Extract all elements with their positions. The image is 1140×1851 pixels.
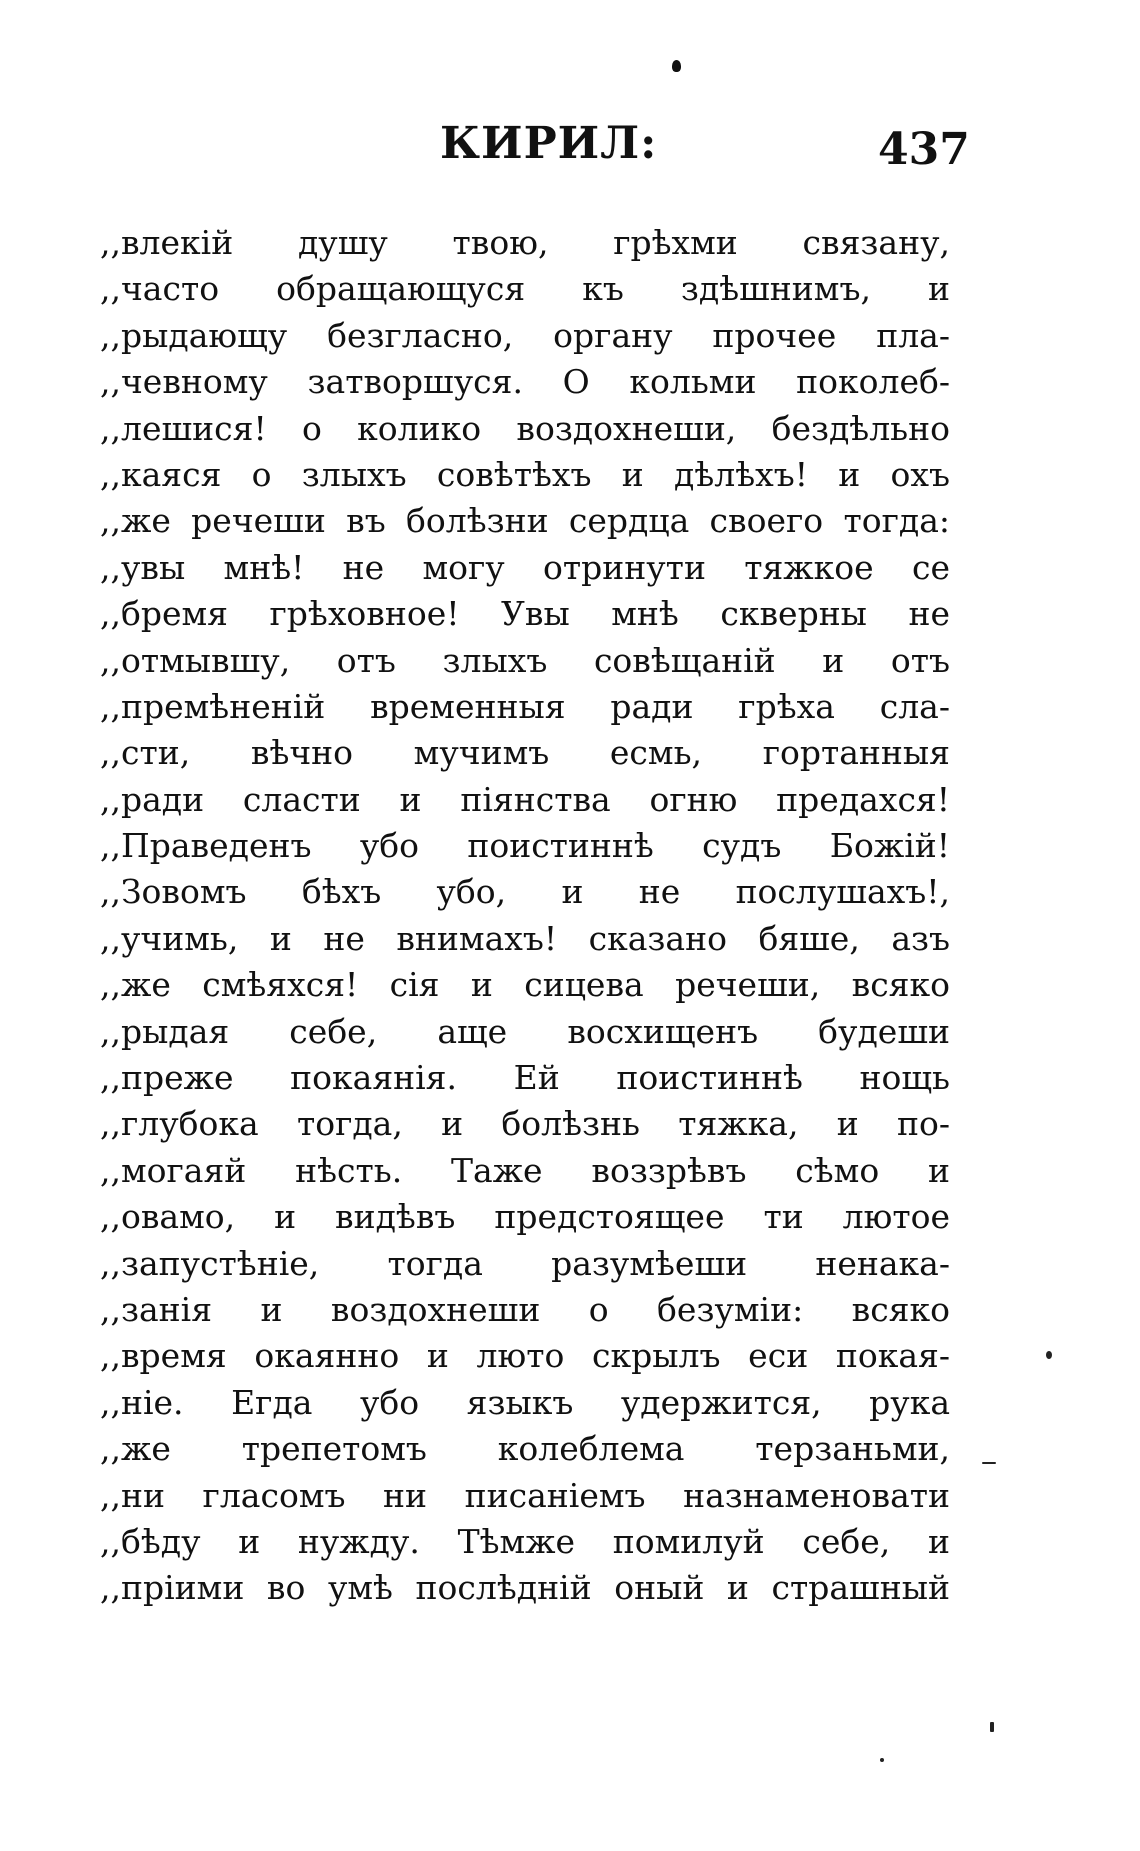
text-line: ,,преже покаянія. Ей поистиннѣ нощь bbox=[100, 1058, 950, 1098]
text-line: ,,могаяй нѣсть. Таже воззрѣвъ сѣмо и bbox=[100, 1150, 950, 1190]
text-line: ,,рыдающу безгласно, органу прочее пла- bbox=[100, 315, 950, 355]
ink-mark bbox=[672, 60, 681, 72]
text-line: ,,ради сласти и піянства огню предахся! bbox=[100, 779, 950, 819]
text-line: ,,учимь, и не внимахъ! сказано бяше, азъ bbox=[100, 918, 950, 958]
text-line: ,,часто обращающуся къ здѣшнимъ, и bbox=[100, 269, 950, 309]
text-line: ,,каяся о злыхъ совѣтѣхъ и дѣлѣхъ! и охъ bbox=[100, 454, 950, 494]
text-line: ,,запустѣніе, тогда разумѣеши ненака- bbox=[100, 1243, 950, 1283]
body-text bbox=[100, 220, 950, 1612]
text-line: ,,сти, вѣчно мучимъ есмь, гортанныя bbox=[100, 733, 950, 773]
text-line: ,,влекій душу твою, грѣхми связану, bbox=[100, 223, 950, 262]
text-line: ,,занія и воздохнеши о безуміи: всяко bbox=[100, 1289, 950, 1329]
ink-speck bbox=[1046, 1351, 1052, 1359]
text-line: ,,глубока тогда, и болѣзнь тяжка, и по- bbox=[100, 1104, 950, 1144]
text-line: ,,ни гласомъ ни писаніемъ назнаменовати bbox=[100, 1475, 950, 1515]
text-line: ,,время окаянно и люто скрылъ еси покая- bbox=[100, 1336, 950, 1376]
text-line: ,,Зовомъ бѣхъ убо, и не послушахъ!, bbox=[100, 872, 950, 912]
text-line: ,,пріими во умѣ послѣдній оный и страшный bbox=[100, 1568, 950, 1608]
text-line: ,,овамо, и видѣвъ предстоящее ти лютое bbox=[100, 1197, 950, 1237]
text-line: ,,отмывшу, отъ злыхъ совѣщаній и отъ bbox=[100, 640, 950, 680]
text-line: ,,увы мнѣ! не могу отринути тяжкое се bbox=[100, 547, 950, 587]
page-number: 437 bbox=[878, 124, 970, 175]
text-line: ,,лешися! о колико воздохнеши, бездѣльно bbox=[100, 408, 950, 448]
text-line: ,,ніе. Егда убо языкъ удержится, рука bbox=[100, 1382, 950, 1422]
ink-speck bbox=[990, 1722, 994, 1732]
text-line: ,,же трепетомъ колеблема терзаньми, bbox=[100, 1429, 950, 1469]
running-head: КИРИЛ: bbox=[440, 118, 658, 169]
text-line: ,,бѣду и нужду. Тѣмже помилуй себе, и bbox=[100, 1521, 950, 1561]
text-line: ,,рыдая себе, аще восхищенъ будеши bbox=[100, 1011, 950, 1051]
text-line: ,,чевному затворшуся. О кольми поколеб- bbox=[100, 362, 950, 402]
text-line: ,,же речеши въ болѣзни сердца своего тогда: bbox=[100, 501, 950, 541]
text-line: ,,Праведенъ убо поистиннѣ судъ Божій! bbox=[100, 826, 950, 866]
text-line: ,,же смѣяхся! сія и сицева речеши, всяко bbox=[100, 965, 950, 1005]
ink-speck bbox=[982, 1462, 996, 1464]
text-line: ,,бремя грѣховное! Увы мнѣ скверны не bbox=[100, 594, 950, 634]
ink-speck bbox=[880, 1758, 884, 1762]
text-line: ,,премѣненій временныя ради грѣха сла- bbox=[100, 686, 950, 726]
